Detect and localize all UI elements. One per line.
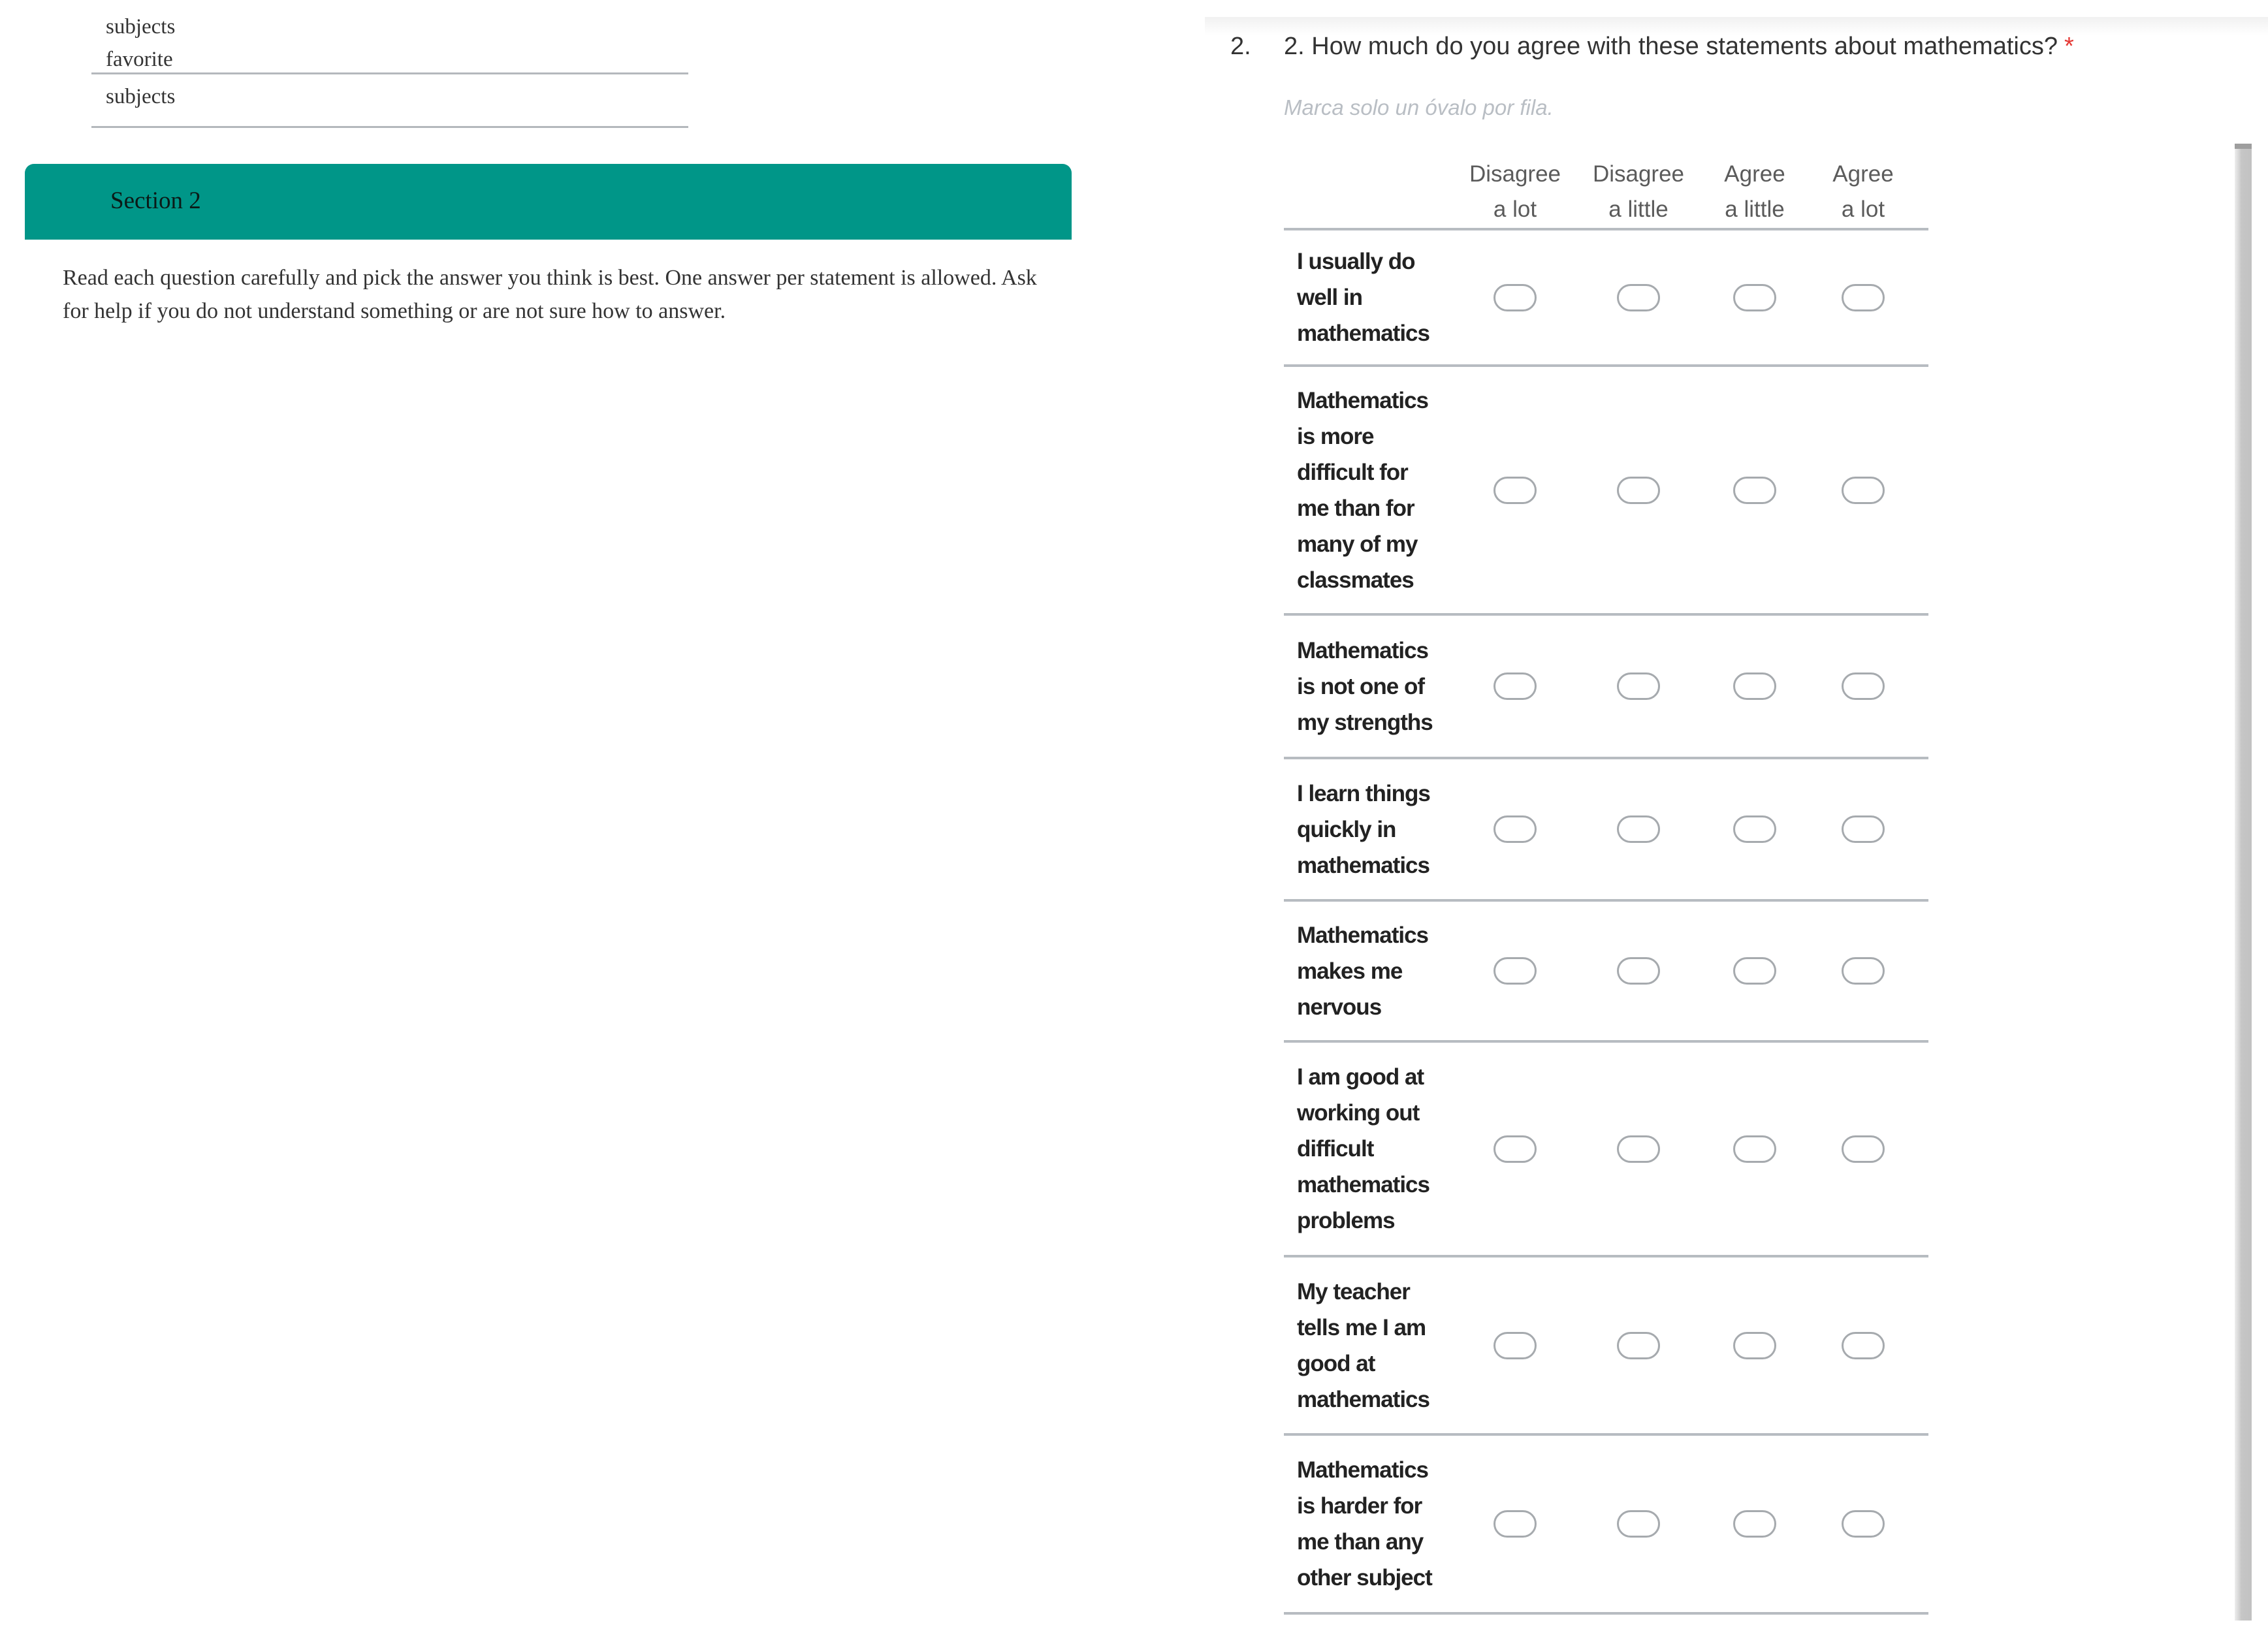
statement-line: difficult for [1297,459,1408,485]
row-divider [1284,1255,1928,1257]
question-subtitle: Marca solo un óvalo por fila. [1284,95,1554,119]
column-header-line1: Disagree [1592,161,1685,187]
radio-option[interactable] [1842,1135,1885,1163]
column-header-line2: a lot [1841,197,1885,222]
radio-option[interactable] [1842,957,1885,985]
column-header-line1: Disagree [1469,161,1561,187]
statement-line: quickly in [1297,816,1396,842]
column-header [1808,157,1919,227]
row-divider [1284,899,1928,902]
column-header [1583,157,1694,227]
statement-line: My teacher [1297,1278,1410,1305]
statement-line: problems [1297,1208,1395,1233]
radio-option[interactable] [1493,284,1537,311]
radio-option[interactable] [1733,815,1776,843]
statement-line: well in [1297,285,1362,310]
statement-label [1297,776,1447,883]
statement-label [1297,1452,1447,1596]
radio-option[interactable] [1493,957,1537,985]
radio-option[interactable] [1617,1135,1660,1163]
radio-option[interactable] [1842,672,1885,700]
column-header [1699,157,1810,227]
statement-line: mathematics [1297,1172,1429,1197]
statement-line: me than any [1297,1529,1424,1555]
radio-option[interactable] [1617,477,1660,504]
statement-label [1297,383,1447,598]
row-divider [1284,228,1928,230]
radio-option[interactable] [1617,815,1660,843]
statement-line: classmates [1297,567,1414,593]
radio-option[interactable] [1733,1135,1776,1163]
statement-label [1297,633,1447,740]
subjects-label: subjects [106,85,176,108]
column-header-line2: a little [1608,197,1669,222]
statement-line: is more [1297,423,1374,449]
row-divider [1284,757,1928,759]
column-header-line1: Agree [1832,161,1894,187]
statement-line: working out [1297,1100,1420,1126]
scrollbar-thumb-cap[interactable] [2235,144,2252,149]
radio-option[interactable] [1493,1510,1537,1538]
column-header-line1: Agree [1724,161,1785,187]
radio-option[interactable] [1617,1510,1660,1538]
statement-line: mathematics [1297,1386,1429,1412]
statement-line: Mathematics [1297,637,1429,663]
statement-line: Mathematics [1297,387,1429,413]
radio-option[interactable] [1842,1510,1885,1538]
radio-option[interactable] [1493,815,1537,843]
radio-option[interactable] [1733,1332,1776,1359]
statement-label [1297,1059,1447,1239]
radio-option[interactable] [1842,284,1885,311]
cut-off-text: subjects [106,15,176,39]
statement-line: Mathematics [1297,922,1429,948]
radio-option[interactable] [1617,284,1660,311]
question-title [1284,33,2074,61]
question-title-text: 2. How much do you agree with these statements about mathematics? [1284,33,2058,60]
statement-line: I am good at [1297,1064,1424,1090]
row-divider [1284,364,1928,367]
statement-line: mathematics [1297,852,1429,878]
statement-line: I usually do [1297,249,1415,274]
statement-label [1297,917,1447,1025]
row-divider [1284,1433,1928,1436]
statement-line: good at [1297,1350,1375,1376]
radio-option[interactable] [1733,957,1776,985]
statement-line: other subject [1297,1565,1432,1590]
statement-line: my strengths [1297,709,1433,735]
statement-line: many of my [1297,531,1418,557]
instructions-text: Read each question carefully and pick the answer you think is best. One answer per statement is allowed. Ask for help if you do not understand something or are not sure how to answer. [63,266,1037,323]
radio-option[interactable] [1842,1332,1885,1359]
row-divider [1284,613,1928,616]
radio-option[interactable] [1842,815,1885,843]
statement-label [1297,244,1447,351]
column-header [1460,157,1571,227]
radio-option[interactable] [1493,672,1537,700]
statement-line: nervous [1297,994,1382,1020]
radio-option[interactable] [1493,1332,1537,1359]
required-asterisk: * [2064,33,2074,60]
radio-option[interactable] [1493,477,1537,504]
statement-line: makes me [1297,958,1403,984]
radio-option[interactable] [1733,477,1776,504]
table-line [91,72,688,74]
column-header-line2: a lot [1493,197,1537,222]
radio-option[interactable] [1733,672,1776,700]
statement-label [1297,1274,1447,1417]
statement-line: Mathematics [1297,1457,1429,1483]
section-title: Section 2 [110,187,201,214]
radio-option[interactable] [1733,284,1776,311]
statement-line: difficult [1297,1136,1374,1162]
column-header-line2: a little [1725,197,1785,222]
statement-line: tells me I am [1297,1314,1426,1340]
row-divider [1284,1040,1928,1043]
radio-option[interactable] [1617,1332,1660,1359]
question-number: 2. [1230,33,1251,60]
statement-line: is harder for [1297,1493,1422,1519]
statement-line: mathematics [1297,321,1429,346]
row-divider [1284,1612,1928,1615]
statement-line: is not one of [1297,673,1425,699]
radio-option[interactable] [1617,672,1660,700]
favorite-label: favorite [106,48,173,71]
scrollbar[interactable] [2235,144,2252,1621]
radio-option[interactable] [1493,1135,1537,1163]
radio-option[interactable] [1733,1510,1776,1538]
statement-line: me than for [1297,495,1414,521]
table-line [91,126,688,128]
radio-option[interactable] [1842,477,1885,504]
statement-line: I learn things [1297,780,1430,806]
radio-option[interactable] [1617,957,1660,985]
